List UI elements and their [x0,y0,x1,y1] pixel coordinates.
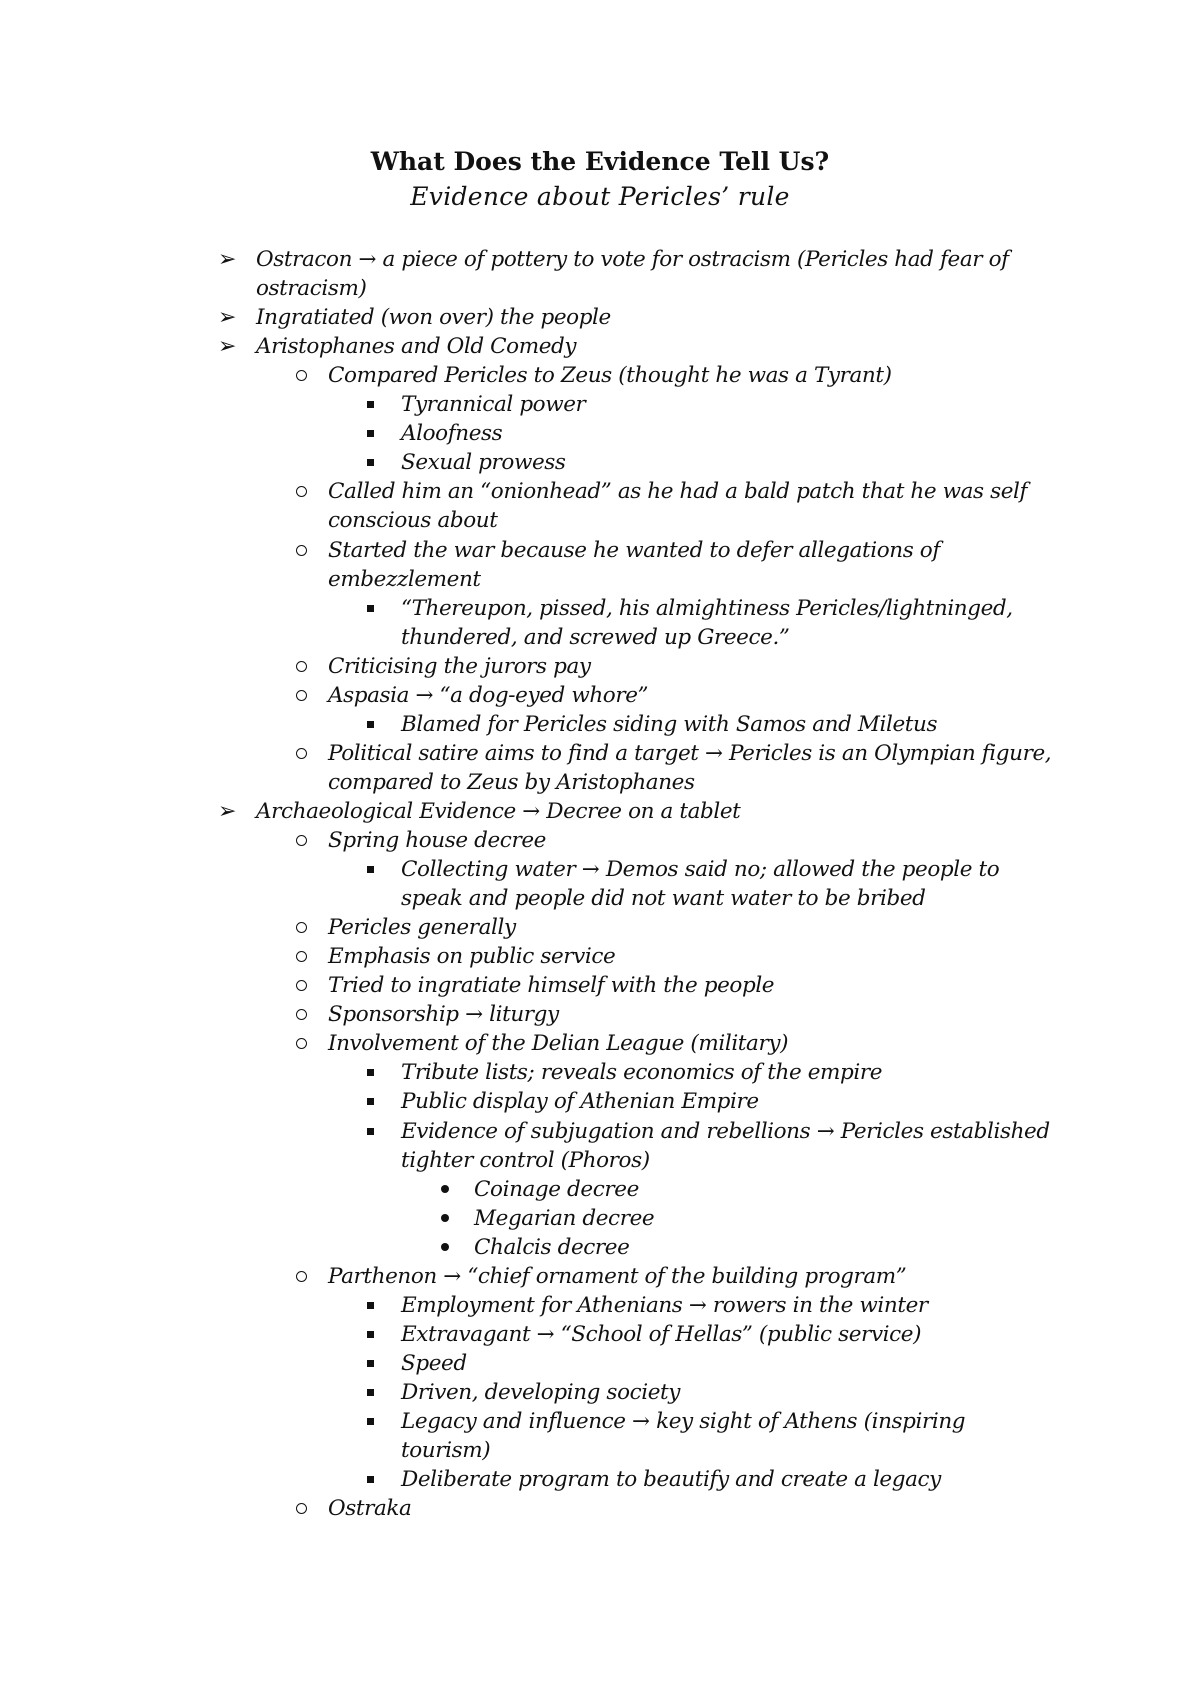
hollow-circle-bullet-icon [296,748,307,759]
hollow-circle-bullet-icon [296,922,307,933]
hollow-circle-bullet-icon [296,545,307,556]
hollow-circle-bullet-icon [296,370,307,381]
arrowhead-bullet-icon: ➢ [218,334,237,360]
outline-item-text: Criticising the jurors pay [328,653,591,679]
outline-item-text: Speed [401,1350,467,1376]
square-bullet-icon [367,1331,374,1338]
outline-item-text: Chalcis decree [474,1234,630,1260]
outline-item-text: Ostracon → a piece of pottery to vote for ostracism (Pericles had fear of [256,247,1009,272]
arrowhead-bullet-icon: ➢ [218,798,237,824]
outline-item-text: Sexual prowess [401,450,566,476]
outline-item-text: Blamed for Pericles siding with Samos and Miletus [401,711,938,737]
outline-item-text: Called him an “onionhead” as he had a bald patch that he was self [328,479,1028,505]
outline-item-text: Pericles generally [328,915,516,941]
outline-item-text: Sponsorship → liturgy [328,1002,559,1028]
outline-item-text: Tyrannical power [401,392,586,418]
outline-item-text: Political satire aims to find a target → Pericles is an Olympian figure, [328,740,1052,766]
outline-item-text: Tried to ingratiate himself with the people [328,973,775,999]
arrowhead-bullet-icon: ➢ [218,305,237,331]
hollow-circle-bullet-icon [296,1503,307,1514]
outline-item-text: compared to Zeus by Aristophanes [328,769,695,795]
outline-item-text: Collecting water → Demos said no; allowed the people to [401,857,1000,883]
square-bullet-icon [367,459,374,466]
outline-item-text: embezzlement [328,566,481,592]
outline-item-text: Spring house decree [328,828,546,853]
outline-item-text: tourism) [401,1438,491,1464]
outline-item-text: speak and people did not want water to be bribed [401,886,926,912]
square-bullet-icon [367,605,374,612]
outline-item-text: Deliberate program to beautify and create a legacy [401,1467,941,1493]
square-bullet-icon [367,1360,374,1367]
outline-item-text: Compared Pericles to Zeus (thought he was a Tyrant) [328,363,892,389]
arrowhead-bullet-icon: ➢ [218,247,237,272]
outline-item-text: Driven, developing society [401,1379,681,1405]
square-bullet-icon [367,1418,374,1425]
outline-item-text: Aristophanes and Old Comedy [256,334,577,360]
square-bullet-icon [367,1389,374,1396]
outline-item-text: Aloofness [401,421,503,447]
dot-bullet-icon [441,1214,449,1222]
outline-item-text: Extravagant → “School of Hellas” (public service) [401,1321,922,1347]
square-bullet-icon [367,401,374,408]
hollow-circle-bullet-icon [296,1009,307,1020]
outline-item-text: conscious about [328,508,498,534]
page-title: What Does the Evidence Tell Us? [370,147,830,176]
square-bullet-icon [367,430,374,437]
outline-item-text: Parthenon → “chief ornament of the building program” [328,1263,907,1289]
square-bullet-icon [367,1302,374,1309]
hollow-circle-bullet-icon [296,1271,307,1282]
outline-item-text: Coinage decree [474,1176,639,1202]
outline-item-text: Legacy and influence → key sight of Athens (inspiring [401,1409,966,1434]
outline-item-text: “Thereupon, pissed, his almightiness Pericles/lightninged, [401,595,1013,621]
hollow-circle-bullet-icon [296,690,307,701]
square-bullet-icon [367,1128,374,1135]
square-bullet-icon [367,1098,374,1105]
outline-item-text: Public display of Athenian Empire [401,1089,759,1115]
outline-item-text: ostracism) [256,276,367,302]
hollow-circle-bullet-icon [296,835,307,846]
outline-item-text: Ostraka [328,1496,412,1522]
dot-bullet-icon [441,1185,449,1193]
outline-item-text: Ingratiated (won over) the people [256,305,611,331]
square-bullet-icon [367,1476,374,1483]
dot-bullet-icon [441,1243,449,1251]
outline-item-text: Involvement of the Delian League (military) [328,1031,789,1057]
square-bullet-icon [367,721,374,728]
outline-item-text: tighter control (Phoros) [401,1147,650,1173]
hollow-circle-bullet-icon [296,661,307,672]
outline-item-text: Emphasis on public service [328,944,616,970]
page-subtitle: Evidence about Pericles’ rule [410,182,790,211]
outline-item-text: Megarian decree [474,1205,655,1231]
square-bullet-icon [367,1069,374,1076]
outline-item-text: thundered, and screwed up Greece.” [401,624,790,650]
hollow-circle-bullet-icon [296,980,307,991]
square-bullet-icon [367,866,374,873]
outline-item-text: Employment for Athenians → rowers in the winter [401,1292,928,1318]
outline-item-text: Evidence of subjugation and rebellions → Pericles established [401,1118,1050,1144]
hollow-circle-bullet-icon [296,1038,307,1049]
hollow-circle-bullet-icon [296,951,307,962]
outline-item-text: Tribute lists; reveals economics of the empire [401,1060,883,1086]
outline-item-text: Aspasia → “a dog-eyed whore” [328,682,649,708]
hollow-circle-bullet-icon [296,486,307,497]
outline-item-text: Archaeological Evidence → Decree on a tablet [256,798,741,824]
outline-item-text: Started the war because he wanted to defer allegations of [328,537,940,563]
